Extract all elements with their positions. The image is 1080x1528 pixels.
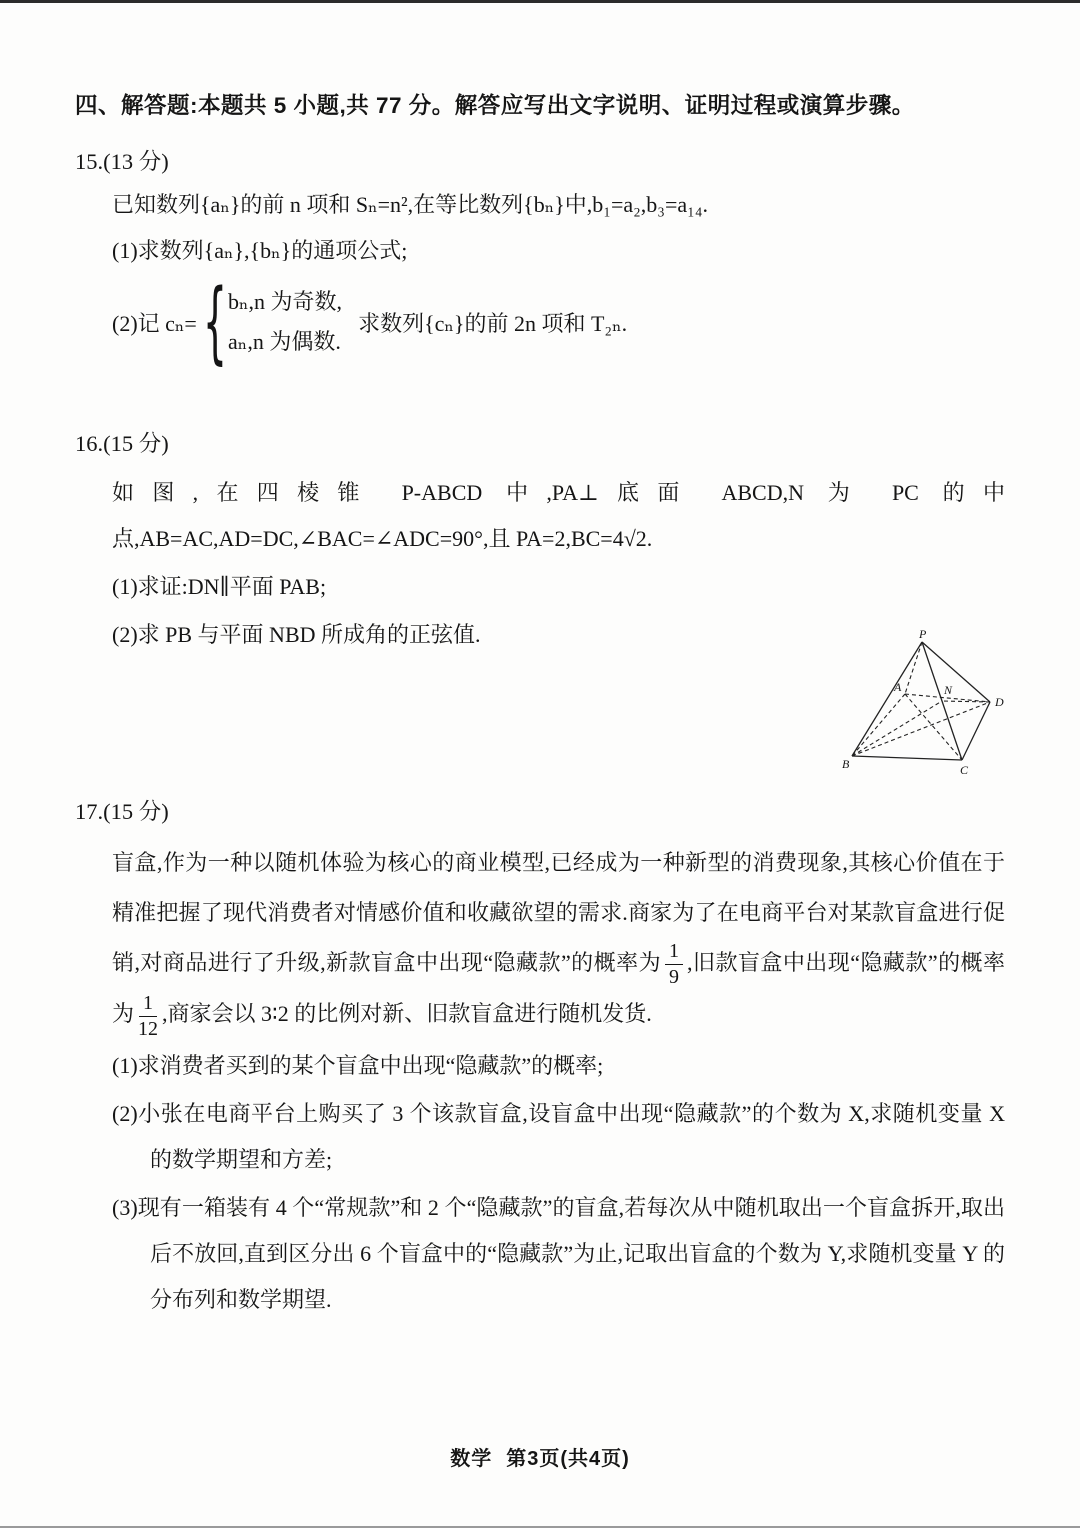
problem-16-figure	[842, 628, 1022, 786]
figure-label-b: B	[842, 757, 850, 771]
figure-label-n: N	[944, 683, 953, 697]
section-header: 四、解答题:本题共 5 小题,共 77 分。解答应写出文字说明、证明过程或演算步骤。	[75, 93, 915, 118]
fraction-denominator: 9	[669, 966, 680, 989]
footer-subject: 数学	[450, 1448, 493, 1470]
problem-17-intro-text-2: ,旧款盲盒中出现“隐藏款”的概率为	[112, 950, 1006, 1027]
problem-15-part2	[112, 270, 1005, 374]
problem-17-intro-text-1: 盲盒,作为一种以随机体验为核心的商业模型,已经成为一种新型的消费现象,其核心价值在于精准把握了现代消费者对情感价值和收藏欲望的需求.商家为了在电商平台对某款盲盒进行促销,对商品进行了升级,新款盲盒中出现“隐藏款”的概率为	[112, 850, 1005, 975]
problem-16-part2: (2)求 PB 与平面 NBD 所成角的正弦值.	[112, 622, 481, 647]
footer-page-number: 第3页(共4页)	[506, 1448, 630, 1470]
fraction-one-ninth	[665, 940, 683, 989]
problem-17-part3: (3)现有一箱装有 4 个“常规款”和 2 个“隐藏款”的盲盒,若每次从中随机取出一个盲盒拆开,取出后不放回,直到区分出 6 个盲盒中的“隐藏款”为止,记取出盲盒的个数为 Y,求随机变量 Y 的分布列和数学期望.	[112, 1194, 1005, 1312]
page-footer	[0, 1442, 1080, 1471]
scan-edge-top	[0, 0, 1080, 3]
figure-label-p: P	[919, 628, 927, 641]
fraction-numerator: 1	[139, 992, 157, 1017]
cases-brace: {	[202, 270, 228, 374]
case-even: aₙ,n 为偶数.	[228, 329, 341, 354]
cases-stack	[228, 282, 342, 362]
problem-15	[75, 142, 1005, 374]
problem-17-part2: (2)小张在电商平台上购买了 3 个该款盲盒,设盲盒中出现“隐藏款”的个数为 X,求随机变量 X 的数学期望和方差;	[112, 1100, 1005, 1172]
problem-16-given: 如图,在四棱锥 P-ABCD 中,PA⊥底面 ABCD,N 为 PC 的中点,AB=AC,AD=DC,∠BAC=∠ADC=90°,且 PA=2,BC=4√2.	[112, 480, 1005, 551]
problem-15-given: 已知数列{aₙ}的前 n 项和 Sₙ=n²,在等比数列{bₙ}中,b₁=a₂,b₃=a₁₄.	[112, 192, 708, 217]
problem-15-number: 15.(13 分)	[75, 149, 169, 174]
figure-label-a: A	[894, 680, 902, 694]
pyramid-figure-svg	[842, 628, 1022, 786]
problem-15-part2-prefix: (2)记 cₙ=	[112, 310, 197, 336]
fraction-numerator: 1	[665, 940, 683, 965]
problem-16-part1: (1)求证:DN∥平面 PAB;	[112, 574, 327, 599]
figure-label-c: C	[960, 763, 969, 777]
fraction-denominator: 12	[138, 1017, 159, 1040]
fraction-one-twelfth	[138, 992, 158, 1041]
case-odd: bₙ,n 为奇数,	[228, 289, 343, 314]
problem-15-part1: (1)求数列{aₙ},{bₙ}的通项公式;	[112, 238, 408, 263]
problem-17-intro	[112, 838, 1005, 1041]
problem-17-part1: (1)求消费者买到的某个盲盒中出现“隐藏款”的概率;	[112, 1052, 604, 1078]
problem-16	[75, 424, 1005, 658]
problem-17-number: 17.(15 分)	[75, 799, 169, 824]
figure-label-d: D	[995, 695, 1004, 709]
problem-15-body	[112, 182, 1005, 374]
problem-17-body	[112, 838, 1005, 1323]
problem-17-intro-text-3: ,商家会以 3∶2 的比例对新、旧款盲盒进行随机发货.	[162, 1001, 652, 1027]
problem-16-number: 16.(15 分)	[75, 431, 169, 456]
problem-17	[75, 792, 1005, 1323]
problem-15-part2-suffix: 求数列{cₙ}的前 2n 项和 T₂ₙ.	[358, 310, 628, 336]
